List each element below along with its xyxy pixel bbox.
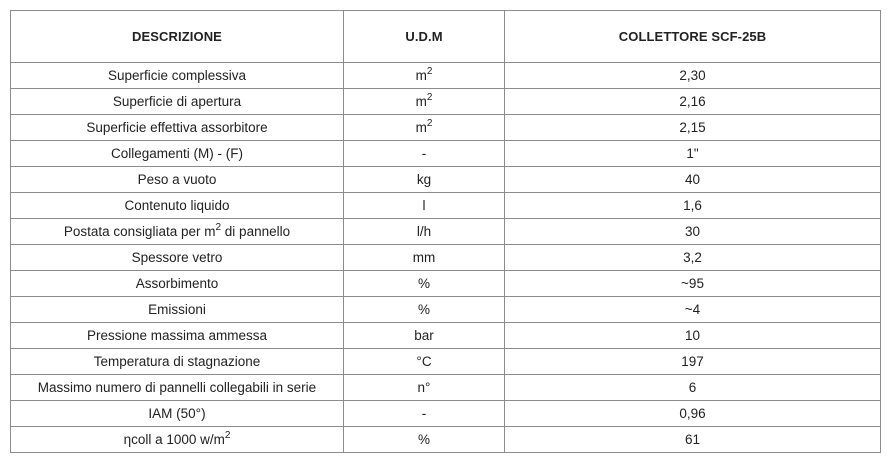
cell-descrizione: Superficie di apertura [11, 89, 344, 115]
table-row [11, 89, 881, 115]
cell-valore: ~4 [505, 297, 881, 323]
cell-udm: °C [344, 349, 505, 375]
cell-udm: % [344, 271, 505, 297]
desc-text: Postata consigliata per m [63, 224, 216, 239]
table-row [11, 63, 881, 89]
cell-descrizione: Peso a vuoto [11, 167, 344, 193]
table-row [11, 323, 881, 349]
cell-descrizione: Massimo numero di pannelli collegabili in serie [11, 375, 344, 401]
cell-descrizione [11, 427, 344, 453]
cell-udm [344, 89, 505, 115]
desc-superscript: 2 [215, 221, 222, 233]
table-row [11, 271, 881, 297]
cell-valore: 1" [505, 141, 881, 167]
cell-valore: 6 [505, 375, 881, 401]
table-row [11, 167, 881, 193]
header-udm: U.D.M [344, 11, 505, 63]
desc-superscript: 2 [224, 429, 231, 441]
cell-valore: 197 [505, 349, 881, 375]
table-row [11, 219, 881, 245]
cell-descrizione: IAM (50°) [11, 401, 344, 427]
cell-valore: 61 [505, 427, 881, 453]
table-row [11, 297, 881, 323]
cell-udm: mm [344, 245, 505, 271]
cell-udm: l/h [344, 219, 505, 245]
table-row [11, 115, 881, 141]
udm-text: m [415, 94, 427, 109]
cell-udm: l [344, 193, 505, 219]
table-row [11, 349, 881, 375]
cell-valore: 2,16 [505, 89, 881, 115]
table-row [11, 427, 881, 453]
cell-valore: 0,96 [505, 401, 881, 427]
udm-text: m [415, 68, 427, 83]
cell-valore: 1,6 [505, 193, 881, 219]
cell-descrizione: Pressione massima ammessa [11, 323, 344, 349]
cell-udm: - [344, 141, 505, 167]
cell-descrizione: Contenuto liquido [11, 193, 344, 219]
cell-valore: 3,2 [505, 245, 881, 271]
cell-descrizione [11, 219, 344, 245]
cell-udm: - [344, 401, 505, 427]
cell-udm: n° [344, 375, 505, 401]
cell-valore: ~95 [505, 271, 881, 297]
cell-valore: 2,30 [505, 63, 881, 89]
cell-udm: kg [344, 167, 505, 193]
udm-superscript: 2 [426, 65, 433, 77]
cell-descrizione: Collegamenti (M) - (F) [11, 141, 344, 167]
cell-valore: 2,15 [505, 115, 881, 141]
cell-udm [344, 115, 505, 141]
cell-udm: % [344, 297, 505, 323]
udm-superscript: 2 [426, 91, 433, 103]
cell-valore: 40 [505, 167, 881, 193]
desc-suffix: di pannello [221, 224, 291, 239]
cell-descrizione: Emissioni [11, 297, 344, 323]
cell-descrizione: Superficie effettiva assorbitore [11, 115, 344, 141]
header-descrizione: DESCRIZIONE [11, 11, 344, 63]
table-row [11, 375, 881, 401]
cell-descrizione: Superficie complessiva [11, 63, 344, 89]
cell-udm: bar [344, 323, 505, 349]
table-row [11, 245, 881, 271]
cell-udm: % [344, 427, 505, 453]
cell-descrizione: Spessore vetro [11, 245, 344, 271]
table-row [11, 193, 881, 219]
cell-descrizione: Assorbimento [11, 271, 344, 297]
cell-udm [344, 63, 505, 89]
udm-text: m [415, 120, 427, 135]
cell-valore: 30 [505, 219, 881, 245]
table-row [11, 401, 881, 427]
spec-table [10, 10, 881, 453]
cell-descrizione: Temperatura di stagnazione [11, 349, 344, 375]
desc-text: ηcoll a 1000 w/m [123, 432, 225, 447]
header-collettore: COLLETTORE SCF-25B [505, 11, 881, 63]
header-row [11, 11, 881, 63]
cell-valore: 10 [505, 323, 881, 349]
table-row [11, 141, 881, 167]
udm-superscript: 2 [426, 117, 433, 129]
